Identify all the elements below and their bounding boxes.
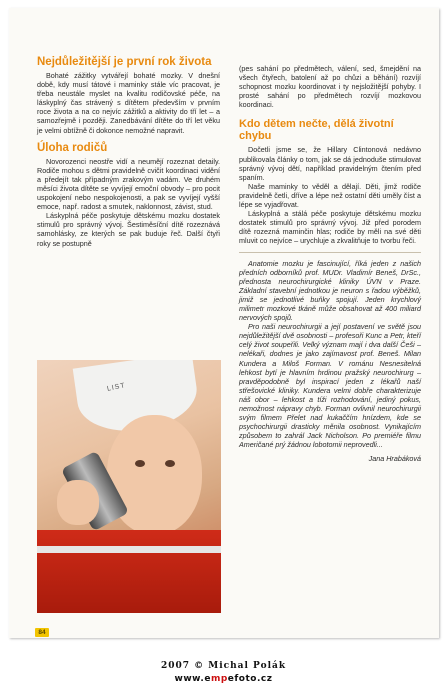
- paragraph: Láskyplná péče poskytuje dětskému mozku dostatek stimulů pro správný vývoj. Šestiměsíční dítě rozeznává samohlásky, ze kterých se pak buduje řeč. Další čtyři roky se postupně: [37, 211, 220, 248]
- eye-left: [135, 460, 145, 467]
- right-column: [239, 64, 421, 464]
- left-column: [37, 56, 220, 248]
- child-with-phone-photo: [37, 360, 221, 613]
- paragraph: Pro naši neurochirurgii a její postavení ve světě jsou nejdůležitější dvě osobnosti – profesoři Kunc a Petr, kteří celý život soupeřili. Velký význam mají i dva další Češi – nelékaři, dodnes je jako zajímavost prof. Beneš. Milan Kundera a Miloš Forman. V románu Nesnesitelná lehkost bytí je hlavním hrdinou pražský neurochirurg – pravděpodobně byl inspirací jeden z lékařů naší střešovické kliniky. Kundera velmi dobře charakterizuje náš obor – lehkost a tíži rozhodování, jediný pokus, nemožnost nápravy chyb. Forman ovlivnil neurochirurgii svým filmem Přelet nad kukaččím hnízdem, kde se psychochirurgii drasticky měnila osobnost. Vynikajícím způsobem to zahrál Jack Nicholson. Po premiéře filmu Američané prý žádnou lobotomii neprovedli...: [239, 322, 421, 450]
- website-part-2: mp: [210, 674, 228, 684]
- page-number: 84: [35, 628, 49, 637]
- jacket-stripe: [37, 546, 221, 553]
- cap-lettering: LIST: [106, 382, 127, 393]
- website-part-3: efoto.cz: [227, 674, 273, 684]
- heading-reading: Kdo dětem nečte, dělá životní chybu: [239, 118, 394, 143]
- interview-block: [239, 259, 421, 450]
- hand-shape: [57, 480, 99, 525]
- copyright-line: 2007 © Michal Polák: [160, 661, 287, 671]
- eye-right: [165, 460, 175, 467]
- heading-parents-role: Úloha rodičů: [37, 141, 108, 154]
- divider: [239, 252, 421, 253]
- paragraph: Anatomie mozku je fascinující, říká jeden z našich předních odborníků prof. MUDr. Vladimír Beneš, DrSc., přednosta neurochirurgické kliniky ÚVN v Praze. Základní stavební jednotkou je neuron s řadou výběžků, jimiž se jednotlivé buňky spojují. Jeden krychlový milimetr mozkové tkáně může obsahovat až 400 miliard nervových spojů.: [239, 258, 421, 323]
- paragraph: Naše maminky to věděl a dělají. Děti, jimž rodiče pravidelně četli, dříve a lépe než ostatní děti uměly číst a lépe se vyjadřovat.: [239, 181, 421, 210]
- paragraph: Láskyplná a stálá péče poskytuje dětskému mozku dostatek stimulů pro správný vývoj. Již před porodem dítě rozezná maminčin hlas; rodiče by měli na své děti mluvit co nejvíce – urychluje a zkvalitňuje to tvorbu řeči.: [239, 209, 421, 246]
- jacket-shape: [37, 530, 221, 613]
- face-shape: [107, 415, 202, 535]
- paragraph: Bohaté zážitky vytvářejí bohaté mozky. V dnešní době, kdy musí tátové i maminky stále víc pracovat, je třeba neustále myslet na kvalitu rodičovské péče, na láskyplný čas strávený s dítětem především v prvním roce života a na co nejvíc zážitků a aktivity do tří let – a samozřejmě i později. Zanedbávání dítěte do tří let věku je velmi obtížně či dokonce nemožné napravit.: [37, 71, 220, 135]
- paragraph: Novorozenci neostře vidí a neumějí rozeznat detaily. Rodiče mohou s dětmi pravidelně cvičit koordinaci vidění a předejít tak případným zrakovým vadám. Ve druhém měsíci života dítěte se vyvíjejí emoční obvody – pro pocit uspokojení nebo nespokojenosti, a pak se vyvíjejí vyšší emoce, např. radost a smutek, naklonnost, závist, stud.: [37, 156, 220, 212]
- website-credit[interactable]: [0, 674, 447, 684]
- heading-first-year: Nejdůležitější je první rok života: [37, 56, 212, 68]
- author-signature: Jana Hrabáková: [368, 454, 421, 464]
- magazine-page: [9, 8, 439, 638]
- paragraph: Dočetli jsme se, že Hillary Clintonová nedávno publikovala články o tom, jak se dá jednoduše stimulovat správný vývoj dětí, například pravidelným čtením před spaním.: [239, 145, 421, 182]
- website-part-1: www.e: [174, 674, 211, 684]
- paragraph: (pes sahání po předmětech, válení, sed, šmejdění na všech čtyřech, batolení až po chůzi a běhání) rozvíjí schopnost mozku koordinovat i ty nejsložitější pohyby. I prosté sahání po předmětech rozvíjí mozkovou koordinaci.: [239, 64, 421, 110]
